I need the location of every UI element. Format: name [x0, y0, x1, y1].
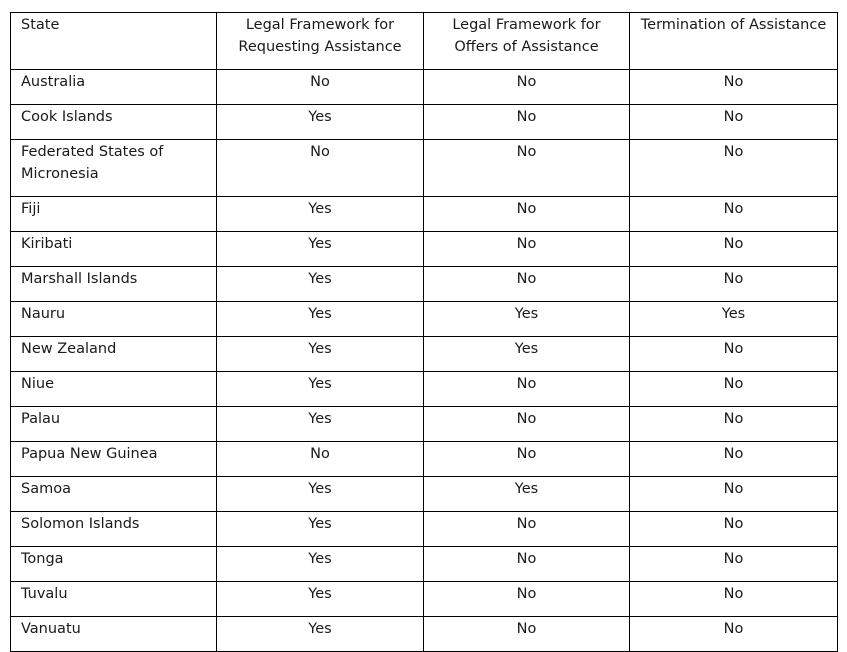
- table-row: [11, 140, 838, 197]
- header-termination-assistance: Termination of Assistance: [630, 13, 838, 70]
- cell-offers-assistance: No: [424, 267, 630, 302]
- cell-requesting-assistance: Yes: [217, 302, 424, 337]
- header-state: State: [11, 13, 217, 70]
- cell-offers-assistance: No: [424, 372, 630, 407]
- cell-requesting-assistance: Yes: [217, 547, 424, 582]
- cell-state: New Zealand: [11, 337, 217, 372]
- cell-state: Australia: [11, 70, 217, 105]
- cell-offers-assistance: No: [424, 407, 630, 442]
- cell-offers-assistance: Yes: [424, 302, 630, 337]
- cell-state: Marshall Islands: [11, 267, 217, 302]
- header-requesting-assistance: Legal Framework for Requesting Assistance: [217, 13, 424, 70]
- header-offers-assistance: Legal Framework for Offers of Assistance: [424, 13, 630, 70]
- table-row: [11, 407, 838, 442]
- cell-offers-assistance: No: [424, 197, 630, 232]
- cell-requesting-assistance: Yes: [217, 582, 424, 617]
- cell-offers-assistance: No: [424, 547, 630, 582]
- cell-state: Fiji: [11, 197, 217, 232]
- cell-requesting-assistance: Yes: [217, 407, 424, 442]
- table-row: [11, 512, 838, 547]
- cell-termination-assistance: No: [630, 442, 838, 477]
- assistance-framework-table: [10, 12, 838, 652]
- cell-termination-assistance: No: [630, 582, 838, 617]
- table-row: [11, 547, 838, 582]
- cell-termination-assistance: No: [630, 105, 838, 140]
- cell-requesting-assistance: No: [217, 442, 424, 477]
- table-body: [11, 70, 838, 652]
- cell-termination-assistance: No: [630, 372, 838, 407]
- table-row: [11, 477, 838, 512]
- cell-state: Vanuatu: [11, 617, 217, 652]
- table-row: [11, 267, 838, 302]
- cell-offers-assistance: Yes: [424, 337, 630, 372]
- table-row: [11, 372, 838, 407]
- cell-state: Tonga: [11, 547, 217, 582]
- table-row: [11, 232, 838, 267]
- cell-offers-assistance: No: [424, 105, 630, 140]
- table-row: [11, 302, 838, 337]
- cell-requesting-assistance: Yes: [217, 197, 424, 232]
- cell-termination-assistance: No: [630, 337, 838, 372]
- cell-termination-assistance: No: [630, 197, 838, 232]
- cell-state: Federated States of Micronesia: [11, 140, 217, 197]
- cell-requesting-assistance: Yes: [217, 512, 424, 547]
- cell-offers-assistance: No: [424, 70, 630, 105]
- cell-requesting-assistance: Yes: [217, 477, 424, 512]
- table-row: [11, 617, 838, 652]
- cell-requesting-assistance: Yes: [217, 337, 424, 372]
- cell-requesting-assistance: Yes: [217, 105, 424, 140]
- cell-state: Niue: [11, 372, 217, 407]
- cell-requesting-assistance: Yes: [217, 372, 424, 407]
- table-row: [11, 337, 838, 372]
- cell-termination-assistance: No: [630, 407, 838, 442]
- cell-termination-assistance: No: [630, 547, 838, 582]
- assistance-table-container: [10, 12, 837, 652]
- table-row: [11, 70, 838, 105]
- cell-termination-assistance: No: [630, 617, 838, 652]
- cell-state: Kiribati: [11, 232, 217, 267]
- cell-termination-assistance: No: [630, 477, 838, 512]
- cell-state: Solomon Islands: [11, 512, 217, 547]
- cell-termination-assistance: No: [630, 267, 838, 302]
- table-header-row: [11, 13, 838, 70]
- table-row: [11, 197, 838, 232]
- table-row: [11, 582, 838, 617]
- cell-offers-assistance: No: [424, 617, 630, 652]
- cell-state: Nauru: [11, 302, 217, 337]
- cell-state: Tuvalu: [11, 582, 217, 617]
- cell-offers-assistance: No: [424, 442, 630, 477]
- cell-offers-assistance: No: [424, 232, 630, 267]
- cell-requesting-assistance: Yes: [217, 267, 424, 302]
- cell-requesting-assistance: Yes: [217, 617, 424, 652]
- cell-offers-assistance: No: [424, 512, 630, 547]
- cell-state: Samoa: [11, 477, 217, 512]
- cell-requesting-assistance: No: [217, 140, 424, 197]
- cell-offers-assistance: No: [424, 140, 630, 197]
- cell-termination-assistance: Yes: [630, 302, 838, 337]
- cell-termination-assistance: No: [630, 512, 838, 547]
- table-row: [11, 442, 838, 477]
- cell-requesting-assistance: Yes: [217, 232, 424, 267]
- cell-offers-assistance: Yes: [424, 477, 630, 512]
- cell-offers-assistance: No: [424, 582, 630, 617]
- cell-termination-assistance: No: [630, 232, 838, 267]
- cell-requesting-assistance: No: [217, 70, 424, 105]
- cell-state: Papua New Guinea: [11, 442, 217, 477]
- cell-state: Palau: [11, 407, 217, 442]
- cell-termination-assistance: No: [630, 140, 838, 197]
- table-row: [11, 105, 838, 140]
- cell-state: Cook Islands: [11, 105, 217, 140]
- cell-termination-assistance: No: [630, 70, 838, 105]
